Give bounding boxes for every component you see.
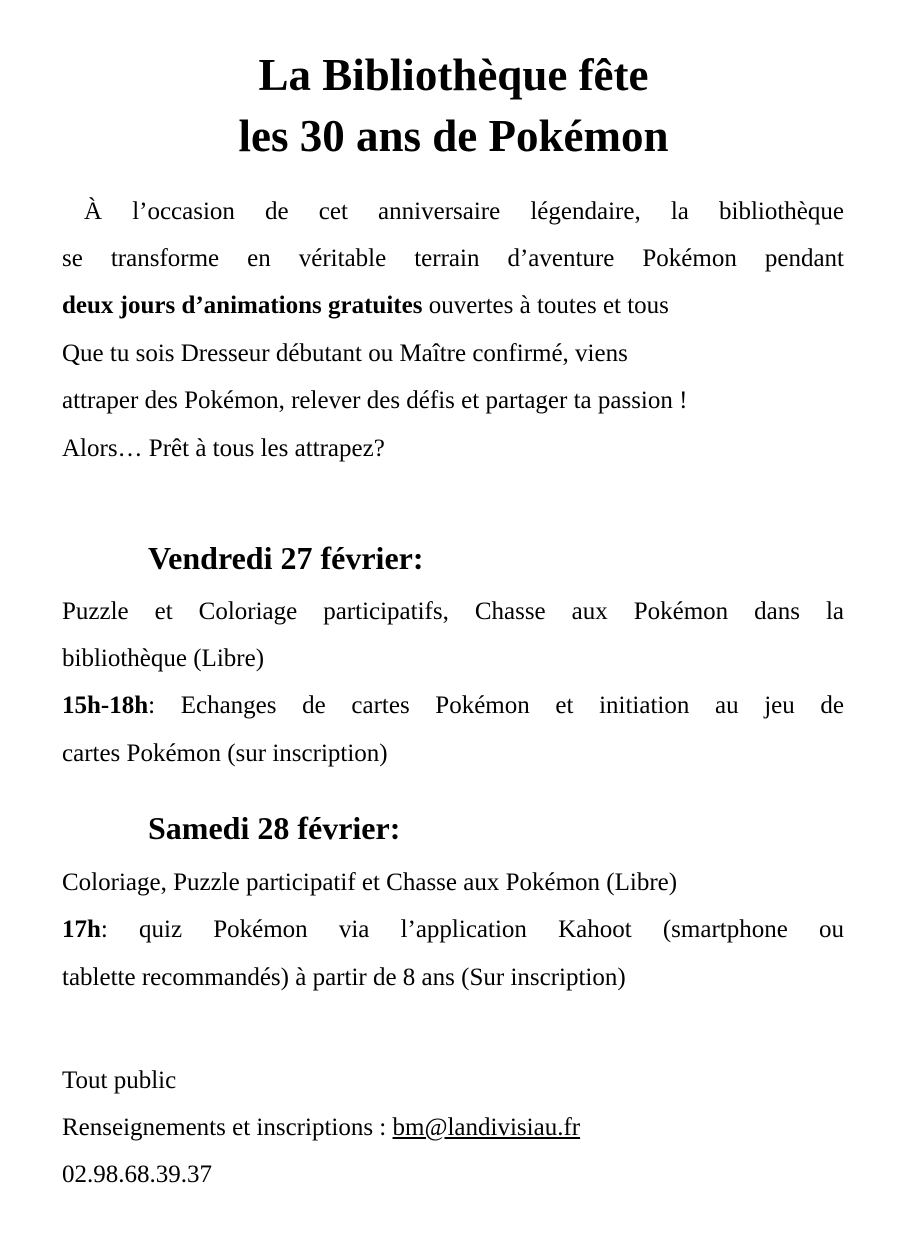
contact-label: Renseignements et inscriptions : — [62, 1114, 393, 1141]
saturday-time: 17h — [62, 916, 101, 943]
friday-time-line-1 — [62, 691, 844, 721]
intro-line-3 — [62, 291, 669, 321]
email-link[interactable]: bm@landivisiau.fr — [392, 1114, 581, 1141]
phone-number: 02.98.68.39.37 — [62, 1161, 212, 1188]
audience-text: Tout public — [62, 1067, 177, 1094]
intro-line-4: Que tu sois Dresseur débutant ou Maître confirmé, viens — [62, 340, 628, 367]
saturday-time-line-1 — [62, 915, 844, 945]
friday-time-desc: : Echanges de cartes Pokémon et initiation au jeu de — [148, 692, 844, 719]
friday-time: 15h-18h — [62, 692, 149, 719]
friday-activity-line-2: bibliothèque (Libre) — [62, 645, 265, 672]
title-line-1: La Bibliothèque fête — [258, 50, 649, 100]
intro-line-6: Alors… Prêt à tous les attrapez? — [62, 435, 385, 462]
intro-highlight: deux jours d’animations gratuites — [62, 292, 423, 319]
friday-heading: Vendredi 27 février: — [148, 540, 424, 576]
contact-line — [62, 1113, 580, 1143]
intro-line-1: À l’occasion de cet anniversaire légendaire, la bibliothèque — [84, 198, 844, 225]
title-line-2: les 30 ans de Pokémon — [238, 111, 669, 161]
friday-activity-line-1: Puzzle et Coloriage participatifs, Chasse aux Pokémon dans la — [62, 598, 844, 625]
intro-line-3-rest: ouvertes à toutes et tous — [422, 292, 669, 319]
friday-time-line-2: cartes Pokémon (sur inscription) — [62, 740, 388, 767]
intro-line-5: attraper des Pokémon, relever des défis et partager ta passion ! — [62, 387, 688, 414]
saturday-time-desc: : quiz Pokémon via l’application Kahoot (smartphone ou — [100, 916, 844, 943]
intro-line-2: se transforme en véritable terrain d’aventure Pokémon pendant — [62, 245, 844, 272]
saturday-time-line-2: tablette recommandés) à partir de 8 ans (Sur inscription) — [62, 964, 626, 991]
saturday-heading: Samedi 28 février: — [148, 810, 401, 846]
saturday-activity-line-1: Coloriage, Puzzle participatif et Chasse aux Pokémon (Libre) — [62, 869, 678, 896]
